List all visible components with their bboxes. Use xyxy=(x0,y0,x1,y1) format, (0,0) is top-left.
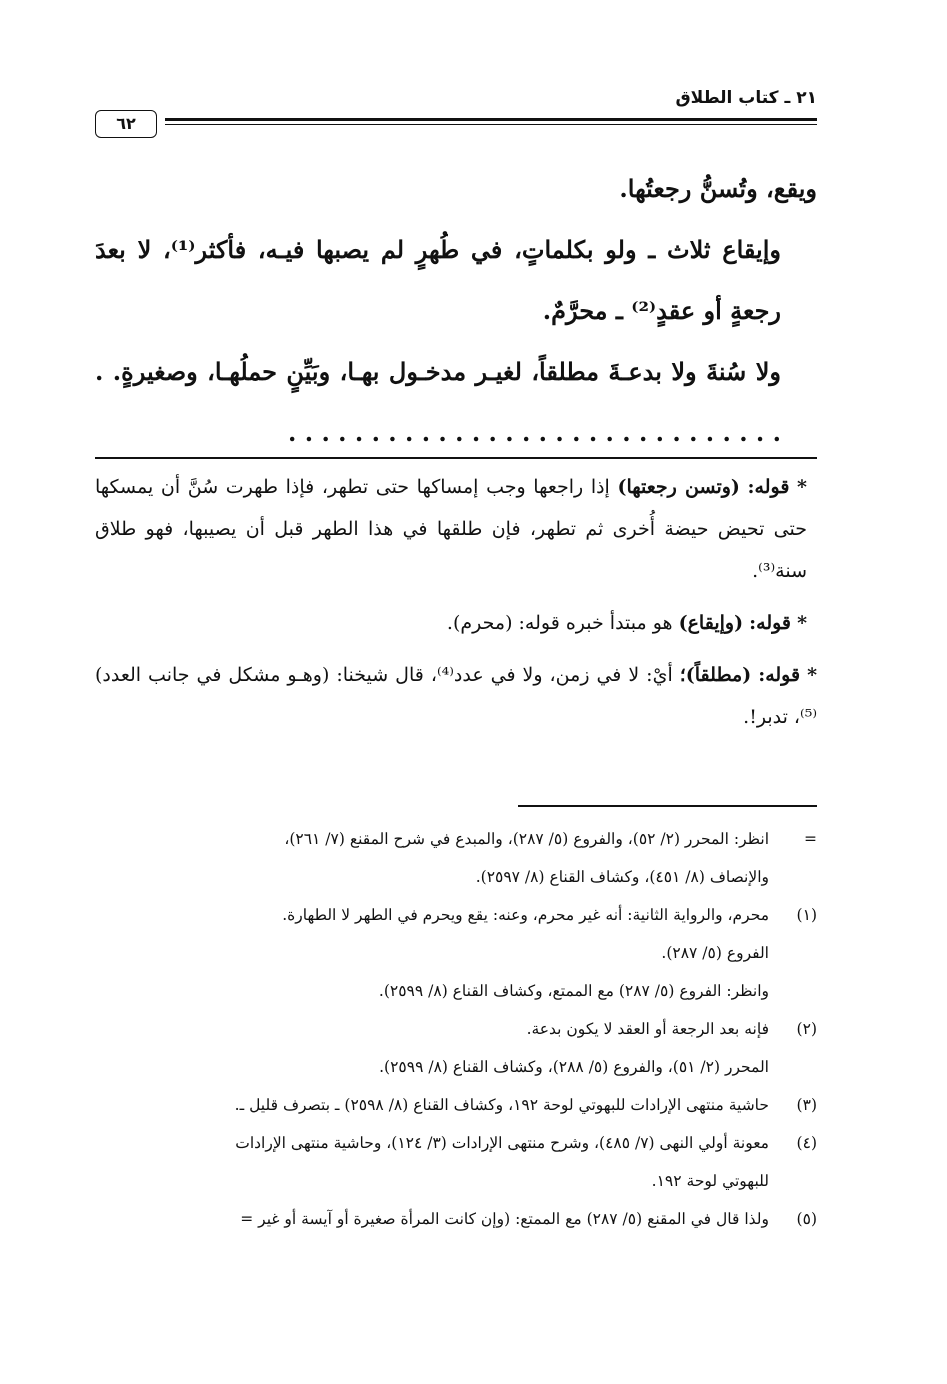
commentary-label: قوله: xyxy=(749,612,792,634)
commentary-paragraph xyxy=(95,602,817,644)
commentary-keyword: (مطلقاً)؛ xyxy=(679,664,752,686)
footnote-line: للبهوتي لوحة ١٩٢. xyxy=(651,1172,769,1190)
star-marker: * xyxy=(797,612,807,634)
footnote-line: حاشية منتهى الإرادات للبهوتي لوحة ١٩٢، وكشاف القناع (٨/ ٢٥٩٨) ـ بتصرف قليل ـ. xyxy=(234,1096,769,1114)
star-marker: * xyxy=(797,476,807,498)
footnote-line: والإنصاف (٨/ ٤٥١)، وكشاف القناع (٨/ ٢٥٩٧). xyxy=(475,868,769,886)
footnote-number: (٣) xyxy=(796,1096,817,1114)
main-paragraph: وإيقاع ثلاث ـ ولو بكلماتٍ، في طُهرٍ لم يصبها فيـه، فأكثر⁽¹⁾، لا بعدَ رجعةٍ أو عقدٍ⁽²⁾ ـ محرَّمٌ. xyxy=(95,235,781,325)
footnote-line: فإنه بعد الرجعة أو العقد لا يكون بدعة. xyxy=(526,1020,769,1038)
footnotes xyxy=(95,820,817,1238)
footnote-number: = xyxy=(804,830,817,848)
footnote-line: انظر: المحرر (٢/ ٥٢)، والفروع (٥/ ٢٨٧)، والمبدع في شرح المقنع (٧/ ٢٦١)، xyxy=(284,830,769,848)
star-marker: * xyxy=(807,664,817,686)
footnote-number: (١) xyxy=(796,906,817,924)
commentary-keyword: (وتسن رجعتها) xyxy=(617,476,740,498)
footnote xyxy=(95,1086,817,1124)
commentary-text: هو مبتدأ خبره قوله: (محرم). xyxy=(446,612,673,634)
commentary-label: قوله: xyxy=(747,476,790,498)
main-paragraph: ولا سُنةَ ولا بدعـةَ مطلقاً، لغيـر مدخـول بهـا، وبَيِّنٍ حملُهـا، وصغيرةٍ. . . . . . . . . . . . . . . . . . . . . . . . . . . . . . . . xyxy=(95,357,781,447)
footnote-line: وانظر: الفروع (٥/ ٢٨٧) مع الممتع، وكشاف القناع (٨/ ٢٥٩٩). xyxy=(378,982,769,1000)
footnote-number: (٤) xyxy=(796,1134,817,1152)
page-header xyxy=(95,88,817,138)
section-divider xyxy=(95,457,817,459)
footnote-line: ولذا قال في المقنع (٥/ ٢٨٧) مع الممتع: (وإن كانت المرأة صغيرة أو آيسة أو غير = xyxy=(240,1210,769,1228)
footnote xyxy=(95,1124,817,1200)
page-number: ٦٢ xyxy=(95,110,157,138)
footnote-line: الفروع (٥/ ٢٨٧). xyxy=(661,944,769,962)
commentary-paragraph xyxy=(95,654,817,738)
commentary-paragraph xyxy=(95,466,817,592)
commentary xyxy=(95,466,817,748)
footnote xyxy=(95,896,817,1010)
commentary-label: قوله: xyxy=(758,664,801,686)
footnote xyxy=(95,820,817,896)
header-rule-thick xyxy=(165,118,817,121)
commentary-text: أيْ: لا في زمن، ولا في عدد⁽⁴⁾، قال شيخنا: (وهـو مشكل في جانب العدد)⁽⁵⁾، تدبر!. xyxy=(95,664,817,728)
header-rule-thin xyxy=(165,124,817,125)
footnote-rule xyxy=(518,805,817,807)
chapter-title: ٢١ ـ كتاب الطلاق xyxy=(675,88,817,108)
footnote-number: (٢) xyxy=(796,1020,817,1038)
footnote-number: (٥) xyxy=(796,1210,817,1228)
footnote-line: معونة أولي النهى (٧/ ٤٨٥)، وشرح منتهى الإرادات (٣/ ١٢٤)، وحاشية منتهى الإرادات xyxy=(235,1134,769,1152)
commentary-text: إذا راجعها وجب إمساكها حتى تطهر، فإذا طهرت سُنَّ أن يمسكها حتى تحيض حيضة أُخرى ثم تطهر، فإن طلقها في هذا الطهر قبل أن يصيبها، فهو طلاق سنة⁽³⁾. xyxy=(95,476,807,582)
commentary-keyword: (وإيقاع) xyxy=(678,612,744,634)
footnote xyxy=(95,1200,817,1238)
main-text xyxy=(95,158,817,463)
footnote-line: محرم، والرواية الثانية: أنه غير محرم، وعنه: يقع ويحرم في الطهر لا الطهارة. xyxy=(282,906,769,924)
footnote xyxy=(95,1010,817,1086)
footnote-line: المحرر (٢/ ٥١)، والفروع (٥/ ٢٨٨)، وكشاف القناع (٨/ ٢٥٩٩). xyxy=(379,1058,769,1076)
main-paragraph: ويقع، وتُسنُّ رجعتُها. xyxy=(619,174,817,203)
